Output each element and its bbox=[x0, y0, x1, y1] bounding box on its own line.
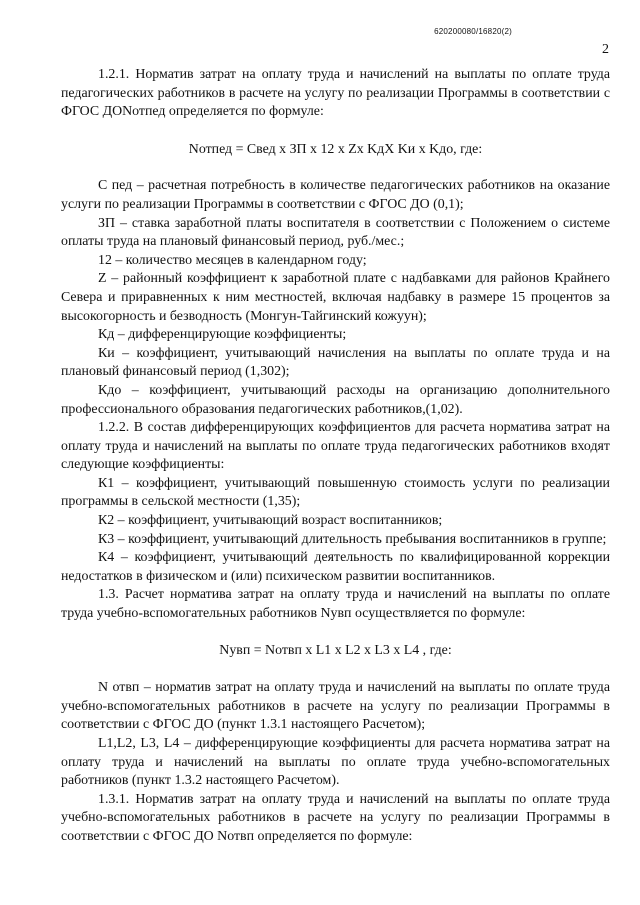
definition-k1: К1 – коэффициент, учитывающий повышенную стоимость услуги по реализации программы в сельской местности (1,35); bbox=[61, 475, 610, 510]
document-id: 620200080/16820(2) bbox=[434, 27, 512, 36]
paragraph-1-3-1: 1.3.1. Норматив затрат на оплату труда и начислений на выплаты по оплате труда учебно-вспомогательных работников в расчете на услугу по реализации Программы в соответствии с ФГОС ДО Nотвп определяется по формуле: bbox=[61, 791, 610, 844]
definition-c-ped: С пед – расчетная потребность в количестве педагогических работников на оказание услуги по реализации Программы в соответствии с ФГОС ДО (0,1); bbox=[61, 178, 610, 212]
formula-n-uvp: Nувп = Nотвп x L1 x L2 x L3 x L4 , где: bbox=[219, 642, 452, 658]
formula-n-otped: Nотпед = Cвед x ЗП x 12 x Zx KдX Kи x Kдо, где: bbox=[188, 141, 483, 157]
definition-kd: Кд – дифференцирующие коэффициенты; bbox=[98, 327, 347, 343]
definition-ki: Ки – коэффициент, учитывающий начисления на выплаты по оплате труда и на плановый финансовый период (1,302); bbox=[61, 345, 610, 380]
paragraph-1-3: 1.3. Расчет норматива затрат на оплату труда и начислений на выплаты по оплате труда учебно-вспомогательных работников Nувп осуществляется по формуле: bbox=[61, 587, 610, 622]
definition-z: Z – районный коэффициент к заработной плате с надбавками для районов Крайнего Севера и приравненных к ним местностей, включая надбавку в размере 15 процентов за высокогорность и безводность (Монгун-Тайгинский кожуун); bbox=[61, 271, 610, 324]
page-number: 2 bbox=[602, 42, 609, 57]
definition-k2: К2 – коэффициент, учитывающий возраст воспитанников; bbox=[98, 513, 443, 529]
paragraph-1-2-2: 1.2.2. В состав дифференцирующих коэффициентов для расчета норматива затрат на оплату труда и начислений на выплаты по оплате труда педагогических работников входят следующие коэффициенты: bbox=[61, 420, 610, 473]
definition-kdo: Кдо – коэффициент, учитывающий расходы на организацию дополнительного профессионального образования педагогических работников,(1,02). bbox=[61, 382, 610, 417]
definition-n-otvp: N отвп – норматив затрат на оплату труда и начислений на выплаты по оплате труда учебно-вспомогательных работников в расчете на услугу по реализации Программы в соответствии с ФГОС ДО (пункт 1.3.1 настоящего Расчетом); bbox=[61, 680, 610, 733]
definition-12: 12 – количество месяцев в календарном году; bbox=[98, 252, 367, 268]
definition-k4: К4 – коэффициент, учитывающий деятельность по квалифицированной коррекции недостатков в физическом и (или) психическом развитии воспитанников. bbox=[61, 550, 610, 584]
definition-zp: ЗП – ставка заработной платы воспитателя в соответствии с Положением о системе оплаты труда на плановый финансовый период, руб./мес.; bbox=[61, 215, 610, 250]
document-body bbox=[61, 66, 610, 847]
paragraph-1-2-1: 1.2.1. Норматив затрат на оплату труда и начислений на выплаты по оплате труда педагогических работников в расчете на услугу по реализации Программы в соответствии с ФГОС ДОNотпед определяется по формуле: bbox=[61, 67, 610, 120]
definition-l-coefficients: L1,L2, L3, L4 – дифференцирующие коэффициенты для расчета норматива затрат на оплату труда и начислений на выплаты по оплате труда учебно-вспомогательных работников (пункт 1.3.2 настоящего Расчетом). bbox=[61, 736, 610, 789]
definition-k3: К3 – коэффициент, учитывающий длительность пребывания воспитанников в группе; bbox=[98, 531, 607, 547]
